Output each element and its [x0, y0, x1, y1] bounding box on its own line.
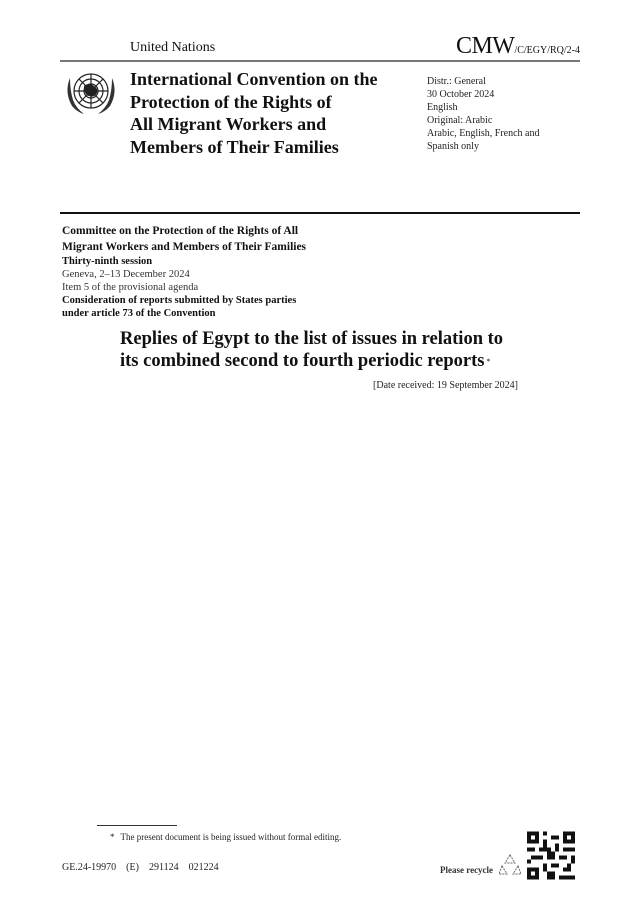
un-emblem-icon	[62, 68, 120, 118]
convention-title-line: International Convention on the	[130, 69, 378, 89]
document-symbol	[456, 33, 580, 60]
footnote-rule	[97, 825, 177, 826]
distribution-date: 30 October 2024	[427, 89, 495, 100]
recycle-label: Please recycle	[440, 865, 494, 875]
committee-block	[62, 223, 306, 320]
organization-name: United Nations	[130, 40, 216, 55]
processing-date: 291124	[148, 862, 179, 873]
committee-name: Committee on the Protection of the Rights of All	[62, 225, 299, 237]
committee-name: Migrant Workers and Members of Their Families	[62, 241, 307, 253]
date-received: [Date received: 19 September 2024]	[373, 380, 518, 391]
processing-date: 021224	[188, 862, 219, 873]
distribution-type: Distr.: General	[427, 76, 486, 87]
footnote-text: The present document is being issued without formal editing.	[120, 832, 342, 842]
qr-code-icon[interactable]	[527, 831, 575, 880]
document-title-line: Replies of Egypt to the list of issues in relation to	[120, 329, 504, 349]
job-number-code: GE.24-19970	[62, 862, 117, 873]
languages-line: Spanish only	[427, 141, 479, 152]
footnote-marker[interactable]: *	[486, 357, 491, 366]
convention-title-line: Members of Their Families	[130, 136, 339, 157]
job-number	[62, 862, 229, 873]
document-title-line: its combined second to fourth periodic reports *	[120, 351, 491, 371]
agenda-title: Consideration of reports submitted by States parties	[62, 295, 297, 306]
convention-title-line: Protection of the Rights of	[130, 91, 332, 112]
footnote	[110, 832, 341, 842]
footnote-marker: *	[110, 832, 115, 842]
distribution-language: English	[427, 102, 458, 113]
languages-line: Arabic, English, French and	[427, 128, 540, 139]
distribution-block	[427, 75, 539, 153]
header-rule	[60, 60, 580, 62]
agenda-item: Item 5 of the provisional agenda	[62, 282, 199, 293]
section-rule	[60, 212, 580, 214]
document-symbol-main: CMW	[455, 33, 515, 59]
agenda-title: under article 73 of the Convention	[62, 308, 216, 319]
convention-title-line: All Migrant Workers and	[130, 114, 327, 134]
original-language: Original: Arabic	[427, 115, 493, 126]
session: Thirty-ninth session	[62, 256, 153, 267]
convention-title	[130, 68, 378, 158]
document-title	[120, 328, 503, 373]
document-symbol-sub: /C/EGY/RQ/2-4	[514, 45, 580, 56]
recycle-icon	[497, 852, 523, 878]
venue: Geneva, 2–13 December 2024	[62, 269, 190, 280]
language-code: (E)	[126, 862, 139, 873]
